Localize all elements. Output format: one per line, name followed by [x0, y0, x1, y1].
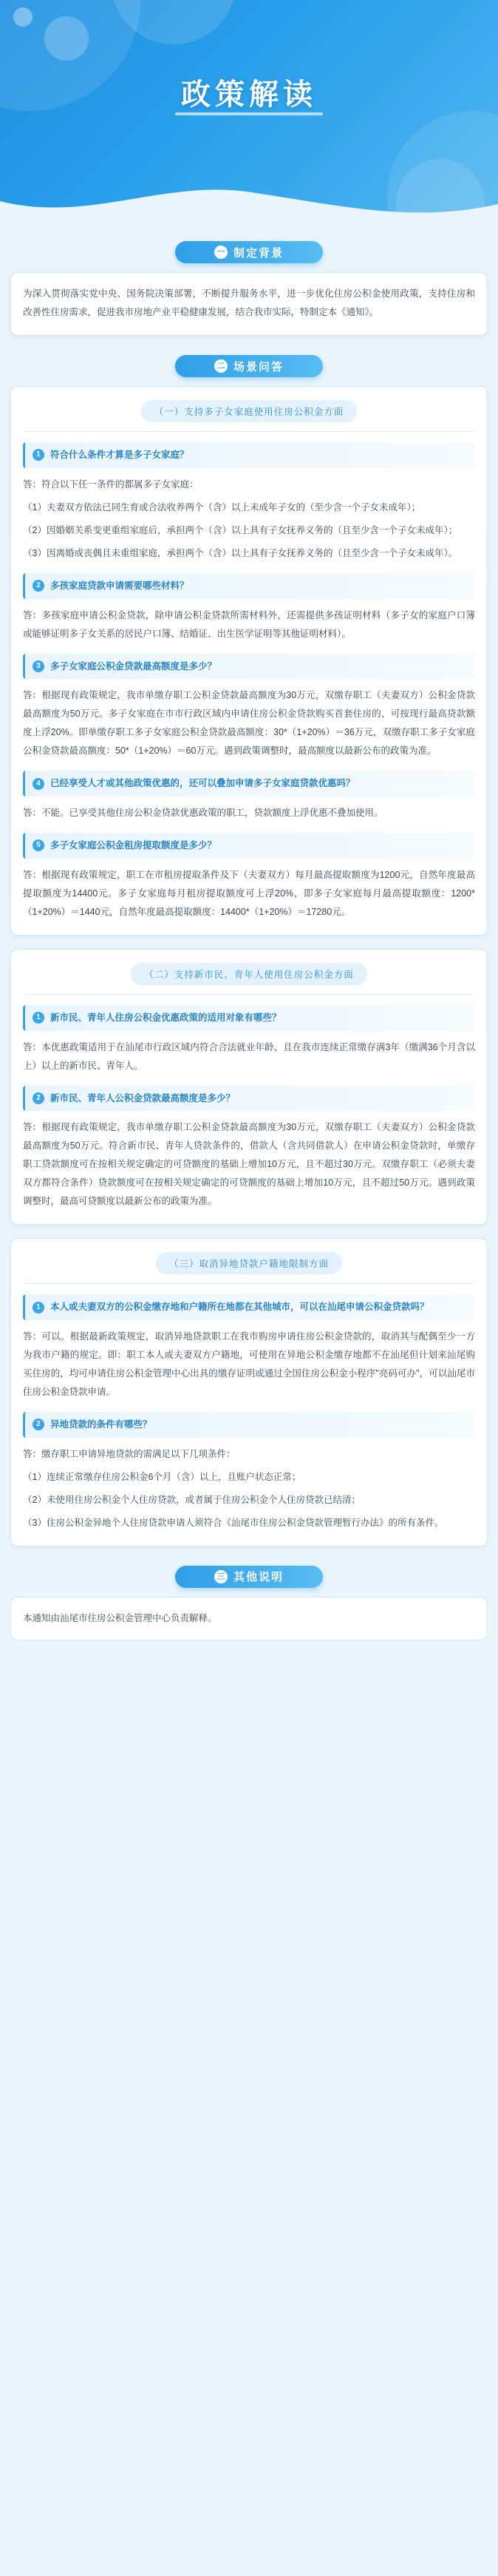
- question-row[interactable]: [23, 1412, 475, 1438]
- qa-item: [23, 1005, 475, 1075]
- qa-item: [23, 833, 475, 922]
- section-number: 一: [214, 246, 228, 259]
- subsection-label: （二）支持新市民、青年人使用住房公积金方面: [131, 963, 367, 985]
- section-title: 场景问答: [233, 360, 284, 373]
- question-row[interactable]: [23, 1005, 475, 1031]
- subsection-label: （一）支持多子女家庭使用住房公积金方面: [141, 400, 358, 422]
- qa-item: [23, 771, 475, 822]
- question-row[interactable]: [23, 1294, 475, 1320]
- section-heading-qa: [175, 355, 323, 377]
- wave-divider-icon: [0, 172, 498, 222]
- question-text: 异地贷款的条件有哪些？: [50, 1419, 152, 1430]
- question-row[interactable]: [23, 654, 475, 680]
- answer-paragraph: 答：符合以下任一条件的都属多子女家庭：: [23, 479, 199, 490]
- qa-item: [23, 1294, 475, 1402]
- answer-paragraph: 答：本优惠政策适用于在汕尾市行政区域内符合合法就业年龄、且在我市连续正常缴存满3年（缴满36个月含以上）以上的新市民、青年人。: [23, 1041, 475, 1071]
- subsection-header: [23, 400, 475, 432]
- subsection-header: [23, 963, 475, 995]
- section-title: 制定背景: [233, 246, 284, 260]
- section-number: 二: [214, 359, 228, 373]
- answer-paragraph: （3）因离婚或丧偶且未重组家庭，承担两个（含）以上具有子女抚养义务的（且至少含一个子女未成年）。: [23, 547, 458, 558]
- subsection-card-remoteloan: [10, 1238, 488, 1546]
- paragraph: 为深入贯彻落实党中央、国务院决策部署，不断提升服务水平，进一步优化住房公积金使用政策，支持住房和改善性住房需求，促进我市房地产业平稳健康发展，结合我市实际，特制定本《通知》。: [23, 288, 475, 317]
- paragraph: 本通知由汕尾市住房公积金管理中心负责解释。: [23, 1612, 217, 1623]
- answer-paragraph: 答：可以。根据最新政策规定，取消异地贷款职工在我市购房申请住房公积金贷款的，取消其与配偶至少一方为我市户籍的规定。即：职工本人或夫妻双方户籍地，可使用在异地公积金缴存地都不在汕尾但计划来汕尾购买住房的，均可申请住房公积金管理中心出具的缴存证明或通过全国住房公积金小程序"亮码可办"，可以汕尾市住房公积金贷款申请。: [23, 1331, 475, 1397]
- section-background-card: [10, 272, 488, 336]
- qa-item: [23, 1086, 475, 1211]
- divider: [24, 1283, 474, 1284]
- title-underline: [175, 112, 323, 115]
- qa-item: [23, 654, 475, 761]
- question-text: 已经享受人才或其他政策优惠的，还可以叠加申请多子女家庭贷款优惠吗？: [50, 778, 355, 789]
- divider: [24, 994, 474, 995]
- answer-paragraph: 答：根据现有政策规定，我市单缴存职工公积金贷款最高额度为30万元，双缴存职工（夫妻双方）公积金贷款最高额度为50万元。多子女家庭在市市行政区域内申请住房公积金贷款购买首套住房的，可按现行最高贷款额度上浮20%。即单缴存职工多子女家庭公积金贷款最高额度：30*（1+20%）＝36万元，双缴存职工多子女家庭公积金贷款最高额度：50*（1+20%）＝60万元。遇到政策调整时，最高额度以最新公布的政策为准。: [23, 690, 475, 757]
- divider: [24, 431, 474, 432]
- answer-paragraph: 答：多孩家庭申请公积金贷款，除申请公积金贷款所需材料外，还需提供多孩证明材料（多子女的家庭户口簿或能够证明多子女关系的居民户口簿、结婚证、出生医学证明等其他证明材料）。: [23, 609, 475, 639]
- question-number: 5: [33, 839, 44, 851]
- question-text: 符合什么条件才算是多子女家庭？: [50, 450, 189, 460]
- question-text: 新市民、青年人公积金贷款最高额度是多少？: [50, 1092, 236, 1103]
- decorative-circle-3: [44, 16, 89, 61]
- section-title: 其他说明: [233, 1571, 284, 1584]
- question-number: 1: [33, 1302, 44, 1314]
- footer-note-card: [10, 1597, 488, 1640]
- answer-paragraph: （1）夫妻双方依法已同生育或合法收养两个（含）以上未成年子女的（至少含一个子女未成年）；: [23, 501, 421, 513]
- subsection-card-multichild: [10, 386, 488, 936]
- answer-paragraph: （2）未使用住房公积金个人住房贷款，或者属于住房公积金个人住房贷款已结清；: [23, 1494, 361, 1505]
- subsection-header: [23, 1252, 475, 1284]
- question-number: 3: [33, 660, 44, 672]
- qa-item: [23, 442, 475, 563]
- answer-paragraph: 答：根据现有政策规定，职工在市租房提取条件及下（夫妻双方）每月最高提取额度为1200元，自然年度最高提取额度为14400元。多子女家庭每月租房提取额度可上浮20%，即多子女家庭每月最高提取额度：1200*（1+20%）＝1440元，自然年度最高提取额度：14400*（1+20%）＝17280元。: [23, 869, 475, 917]
- question-row[interactable]: [23, 573, 475, 599]
- question-row[interactable]: [23, 771, 475, 797]
- section-heading-other: [175, 1566, 323, 1588]
- question-row[interactable]: [23, 833, 475, 859]
- question-number: 1: [33, 449, 44, 461]
- section-number: 三: [214, 1570, 228, 1583]
- decorative-circle-4: [13, 7, 33, 27]
- bottom-spacer: [0, 1660, 498, 1666]
- question-number: 4: [33, 778, 44, 790]
- answer-paragraph: 答：根据现有政策规定，我市单缴存职工公积金贷款最高额度为30万元，双缴存职工（夫妻双方）公积金贷款最高额度为50万元。符合新市民、青年人贷款条件的，借款人（含共同借款人）在申请公积金贷款时，单缴存职工贷款额度可在按相关规定确定的可贷额度的基础上增加10万元，且不超过30万元。双缴存职工（必须夫妻双方都符合条件）贷款额度可在按相关规定确定的可贷额度的基础上增加10万元，且不超过50万元。遇到政策调整时，最高可贷额度以最新公布的政策为准。: [23, 1122, 475, 1207]
- question-number: 2: [33, 1092, 44, 1104]
- question-number: 2: [33, 580, 44, 592]
- question-number: 1: [33, 1012, 44, 1024]
- question-text: 多子女家庭公积金租房提取额度是多少？: [50, 840, 217, 851]
- question-text: 多子女家庭公积金贷款最高额度是多少？: [50, 660, 217, 672]
- answer-paragraph: 答：缴存职工申请异地贷款的需满足以下几项条件：: [23, 1448, 236, 1459]
- answer-paragraph: （3）住房公积金异地个人住房贷款申请人须符合《汕尾市住房公积金贷款管理暂行办法》的所有条件。: [23, 1517, 444, 1528]
- answer-paragraph: 答：不能。已享受其他住房公积金贷款优惠政策的职工，贷款额度上浮优惠不叠加使用。: [23, 808, 383, 818]
- qa-item: [23, 573, 475, 643]
- subsection-label: （三）取消异地贷款户籍地限制方面: [156, 1252, 342, 1274]
- page-title: 政策解读: [181, 78, 317, 111]
- qa-item: [23, 1412, 475, 1532]
- subsection-card-newcitizen: [10, 949, 488, 1226]
- answer-paragraph: （2）因婚姻关系变更重组家庭后，承担两个（含）以上具有子女抚养义务的（且至少含一个子女未成年）；: [23, 524, 458, 535]
- question-text: 多孩家庭贷款申请需要哪些材料？: [50, 580, 189, 591]
- question-number: 2: [33, 1419, 44, 1430]
- question-row[interactable]: [23, 1086, 475, 1112]
- section-heading-background: [175, 241, 323, 263]
- question-text: 新市民、青年人住房公积金优惠政策的适用对象有哪些？: [50, 1012, 282, 1023]
- question-text: 本人或夫妻双方的公积金缴存地和户籍所在地都在其他城市，可以在汕尾申请公积金贷款吗？: [50, 1302, 429, 1313]
- hero-banner: [0, 0, 498, 222]
- answer-paragraph: （1）连续正常缴存住房公积金6个月（含）以上，且账户状态正常；: [23, 1471, 301, 1482]
- question-row[interactable]: [23, 442, 475, 468]
